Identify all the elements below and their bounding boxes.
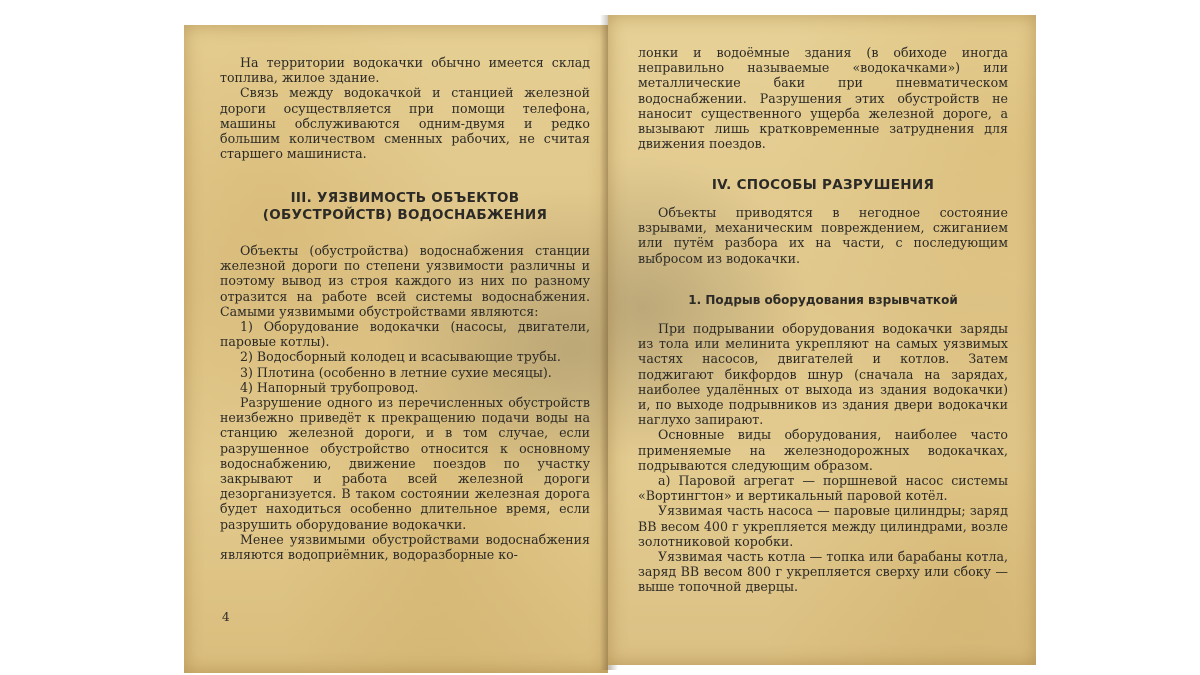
list-item-2: 2) Водосборный колодец и всасывающие трубы. [240, 349, 561, 365]
body-paragraph-3: Менее уязвимыми обустройствами водоснабжения являются водоприёмник, водоразборные ко- [220, 531, 590, 563]
intro-paragraph-2: Связь между водокачкой и станцией железной дороги осуществляется при помощи телефона, машины обслуживаются одним-двумя и редко большим количеством сменных рабочих, не считая старшего машиниста. [220, 85, 590, 162]
page-number: 4 [222, 610, 230, 624]
left-body [220, 243, 590, 562]
right-body [638, 321, 1008, 595]
left-intro [220, 55, 590, 161]
section-heading-iv: IV. СПОСОБЫ РАЗРУШЕНИЯ [711, 177, 935, 193]
sub-paragraph-1: При подрывании оборудования водокачки заряды из тола или мелинита укрепляют на самых уязвимых частях насосов, двигателей и котлов. Затем поджигают бикфордов шнур (сначала на зарядах, наиболее удалённых от выхода из здания водокачки) и, по выходе подрывников из здания двери водокачки наглухо запирают. [638, 321, 1008, 428]
sub-paragraph-3: Уязвимая часть насоса — паровые цилиндры; заряд ВВ весом 400 г укрепляется между цилиндрами, возле золотниковой коробки. [638, 503, 1008, 549]
continuation-paragraph: лонки и водоёмные здания (в обиходе иногда неправильно называемые «водокачками») или металлические баки при пневматическом водоснабжении. Разрушения этих обустройств не наносит существенного ущерба железной дороге, а вызывают лишь кратковременные затруднения для движения поездов. [638, 45, 1008, 152]
left-page [184, 25, 608, 673]
section-heading-iii-line2: (ОБУСТРОЙСТВ) ВОДОСНАБЖЕНИЯ [262, 207, 548, 223]
list-item-4: 4) Напорный трубопровод. [240, 379, 419, 395]
booklet-spread [180, 15, 1040, 670]
section-iv-intro: Объекты приводятся в негодное состояние взрывами, механическим повреждением, сжиганием или путём разбора их на части, с последующим выбросом из водокачки. [638, 205, 1008, 266]
body-paragraph-1: Объекты (обустройства) водоснабжения станции железной дороги по степени уязвимости различны и поэтому вывод из строя каждого из них по разному отразится на работе всей системы водоснабжения. Самыми уязвимыми обустройствами являются: [220, 243, 590, 319]
sub-paragraph-4: Уязвимая часть котла — топка или барабаны котла, заряд ВВ весом 800 г укрепляется сверху или сбоку — выше топочной дверцы. [638, 549, 1008, 595]
body-paragraph-2: Разрушение одного из перечисленных обустройств неизбежно приведёт к прекращению подачи воды на станцию железной дороги, и в том случае, если разрушенное обустройство относится к основному водоснабжению, движение поездов по участку закрывают и работа всей железной дороги дезорганизуется. В таком состоянии железная дорога будет находиться особенно длительное время, если разрушить оборудование водокачки. [220, 395, 590, 532]
subsection-heading: 1. Подрыв оборудования взрывчаткой [688, 293, 958, 307]
section-heading-iii-line1: III. УЯЗВИМОСТЬ ОБЪЕКТОВ [290, 190, 520, 206]
right-section-intro [638, 205, 1008, 266]
section-heading-iii [220, 190, 590, 224]
sub-item-a: а) Паровой агрегат — поршневой насос системы «Вортингтон» и вертикальный паровой котёл. [638, 473, 1008, 504]
sub-paragraph-2: Основные виды оборудования, наиболее часто применяемые на железнодорожных водокачках, подрываются следующим образом. [638, 427, 1008, 473]
list-item-3: 3) Плотина (особенно в летние сухие месяцы). [240, 364, 552, 380]
list-item-1: 1) Оборудование водокачки (насосы, двигатели, паровые котлы). [220, 319, 590, 350]
right-page [608, 15, 1036, 665]
intro-paragraph-1: На территории водокачки обычно имеется склад топлива, жилое здание. [220, 55, 590, 86]
right-continuation [638, 45, 1008, 151]
